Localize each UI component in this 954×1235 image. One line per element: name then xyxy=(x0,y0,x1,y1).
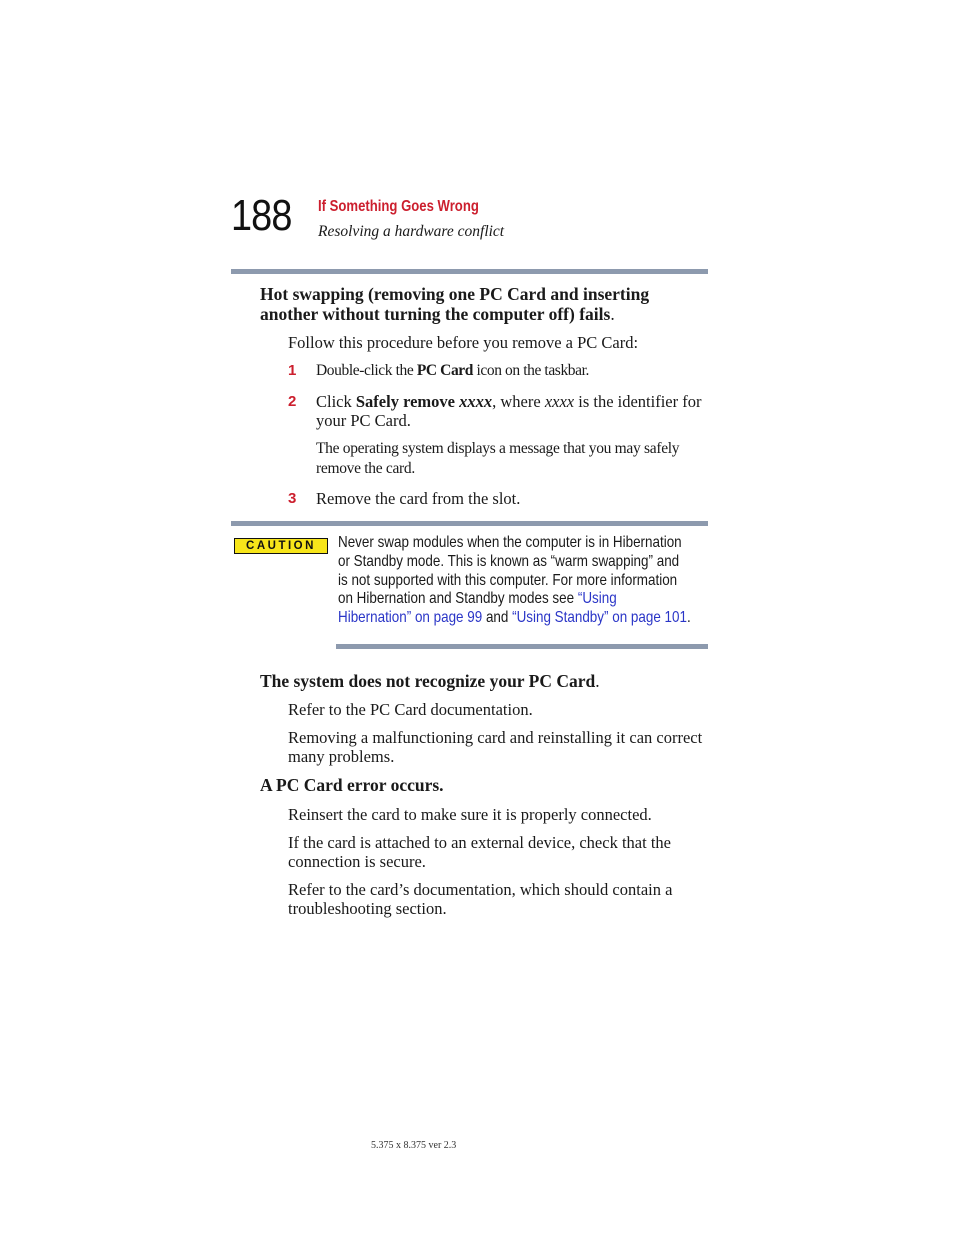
standby-link[interactable]: “Using Standby” on page 101 xyxy=(512,609,687,627)
step-2-bold-italic: xxxx xyxy=(459,392,493,411)
step-number-3: 3 xyxy=(288,490,297,507)
step-2-pre: Click xyxy=(316,392,356,411)
chapter-title: If Something Goes Wrong xyxy=(318,198,479,215)
hot-swap-heading-text: Hot swapping (removing one PC Card and inserting another without turning the computer off) fails xyxy=(260,284,650,324)
step-1-text xyxy=(316,361,708,380)
step-number-1: 1 xyxy=(288,362,297,379)
step-2-text xyxy=(316,392,708,430)
not-recognized-heading xyxy=(260,671,710,691)
step-1-bold: PC Card xyxy=(416,362,473,379)
error-occurs-para-3: Refer to the card’s documentation, which should contain a troubleshooting section. xyxy=(288,880,673,918)
caution-badge: CAUTION xyxy=(234,538,328,554)
step-2-italic: xxxx xyxy=(544,392,575,411)
step-2-bold: Safely remove xyxy=(355,392,460,411)
section-title: Resolving a hardware conflict xyxy=(318,223,505,240)
hot-swap-heading xyxy=(260,284,710,324)
hibernation-link[interactable]: “Using Hibernation” on page 99 xyxy=(338,590,617,627)
error-occurs-heading: A PC Card error occurs. xyxy=(260,775,444,795)
not-recognized-para-2: Removing a malfunctioning card and reinstalling it can correct many problems. xyxy=(288,728,703,766)
caution-text xyxy=(338,534,691,628)
step-3-text: Remove the card from the slot. xyxy=(316,489,521,508)
error-occurs-para-1: Reinsert the card to make sure it is properly connected. xyxy=(288,805,652,824)
not-recognized-heading-text: The system does not recognize your PC Card xyxy=(260,671,596,691)
section-divider xyxy=(231,269,708,274)
error-occurs-para-2: If the card is attached to an external device, check that the connection is secure. xyxy=(288,833,671,871)
hot-swap-intro: Follow this procedure before you remove a PC Card: xyxy=(288,333,639,352)
caution-text-c: . xyxy=(686,609,691,627)
caution-text-a: Never swap modules when the computer is in Hibernation or Standby mode. This is known as “warm swapping” and is not supported with this computer. For more information on Hibernation and Standby modes see xyxy=(338,534,682,608)
step-2-note: The operating system displays a message that you may safely remove the card. xyxy=(316,440,680,477)
hot-swap-heading-period: . xyxy=(610,304,615,324)
not-recognized-heading-period: . xyxy=(595,671,600,691)
caution-text-b: and xyxy=(482,609,513,627)
step-2-mid: , where xyxy=(492,392,545,411)
page-footer: 5.375 x 8.375 ver 2.3 xyxy=(371,1140,457,1151)
caution-bottom-rule xyxy=(336,644,708,649)
step-1-pre: Double-click the xyxy=(316,362,417,379)
step-1-post: icon on the taskbar. xyxy=(473,362,590,379)
step-2-post: is the identifier for your PC Card. xyxy=(316,392,702,430)
step-number-2: 2 xyxy=(288,393,297,410)
not-recognized-para-1: Refer to the PC Card documentation. xyxy=(288,700,533,719)
page-number: 188 xyxy=(231,191,292,240)
caution-top-rule xyxy=(231,521,708,526)
